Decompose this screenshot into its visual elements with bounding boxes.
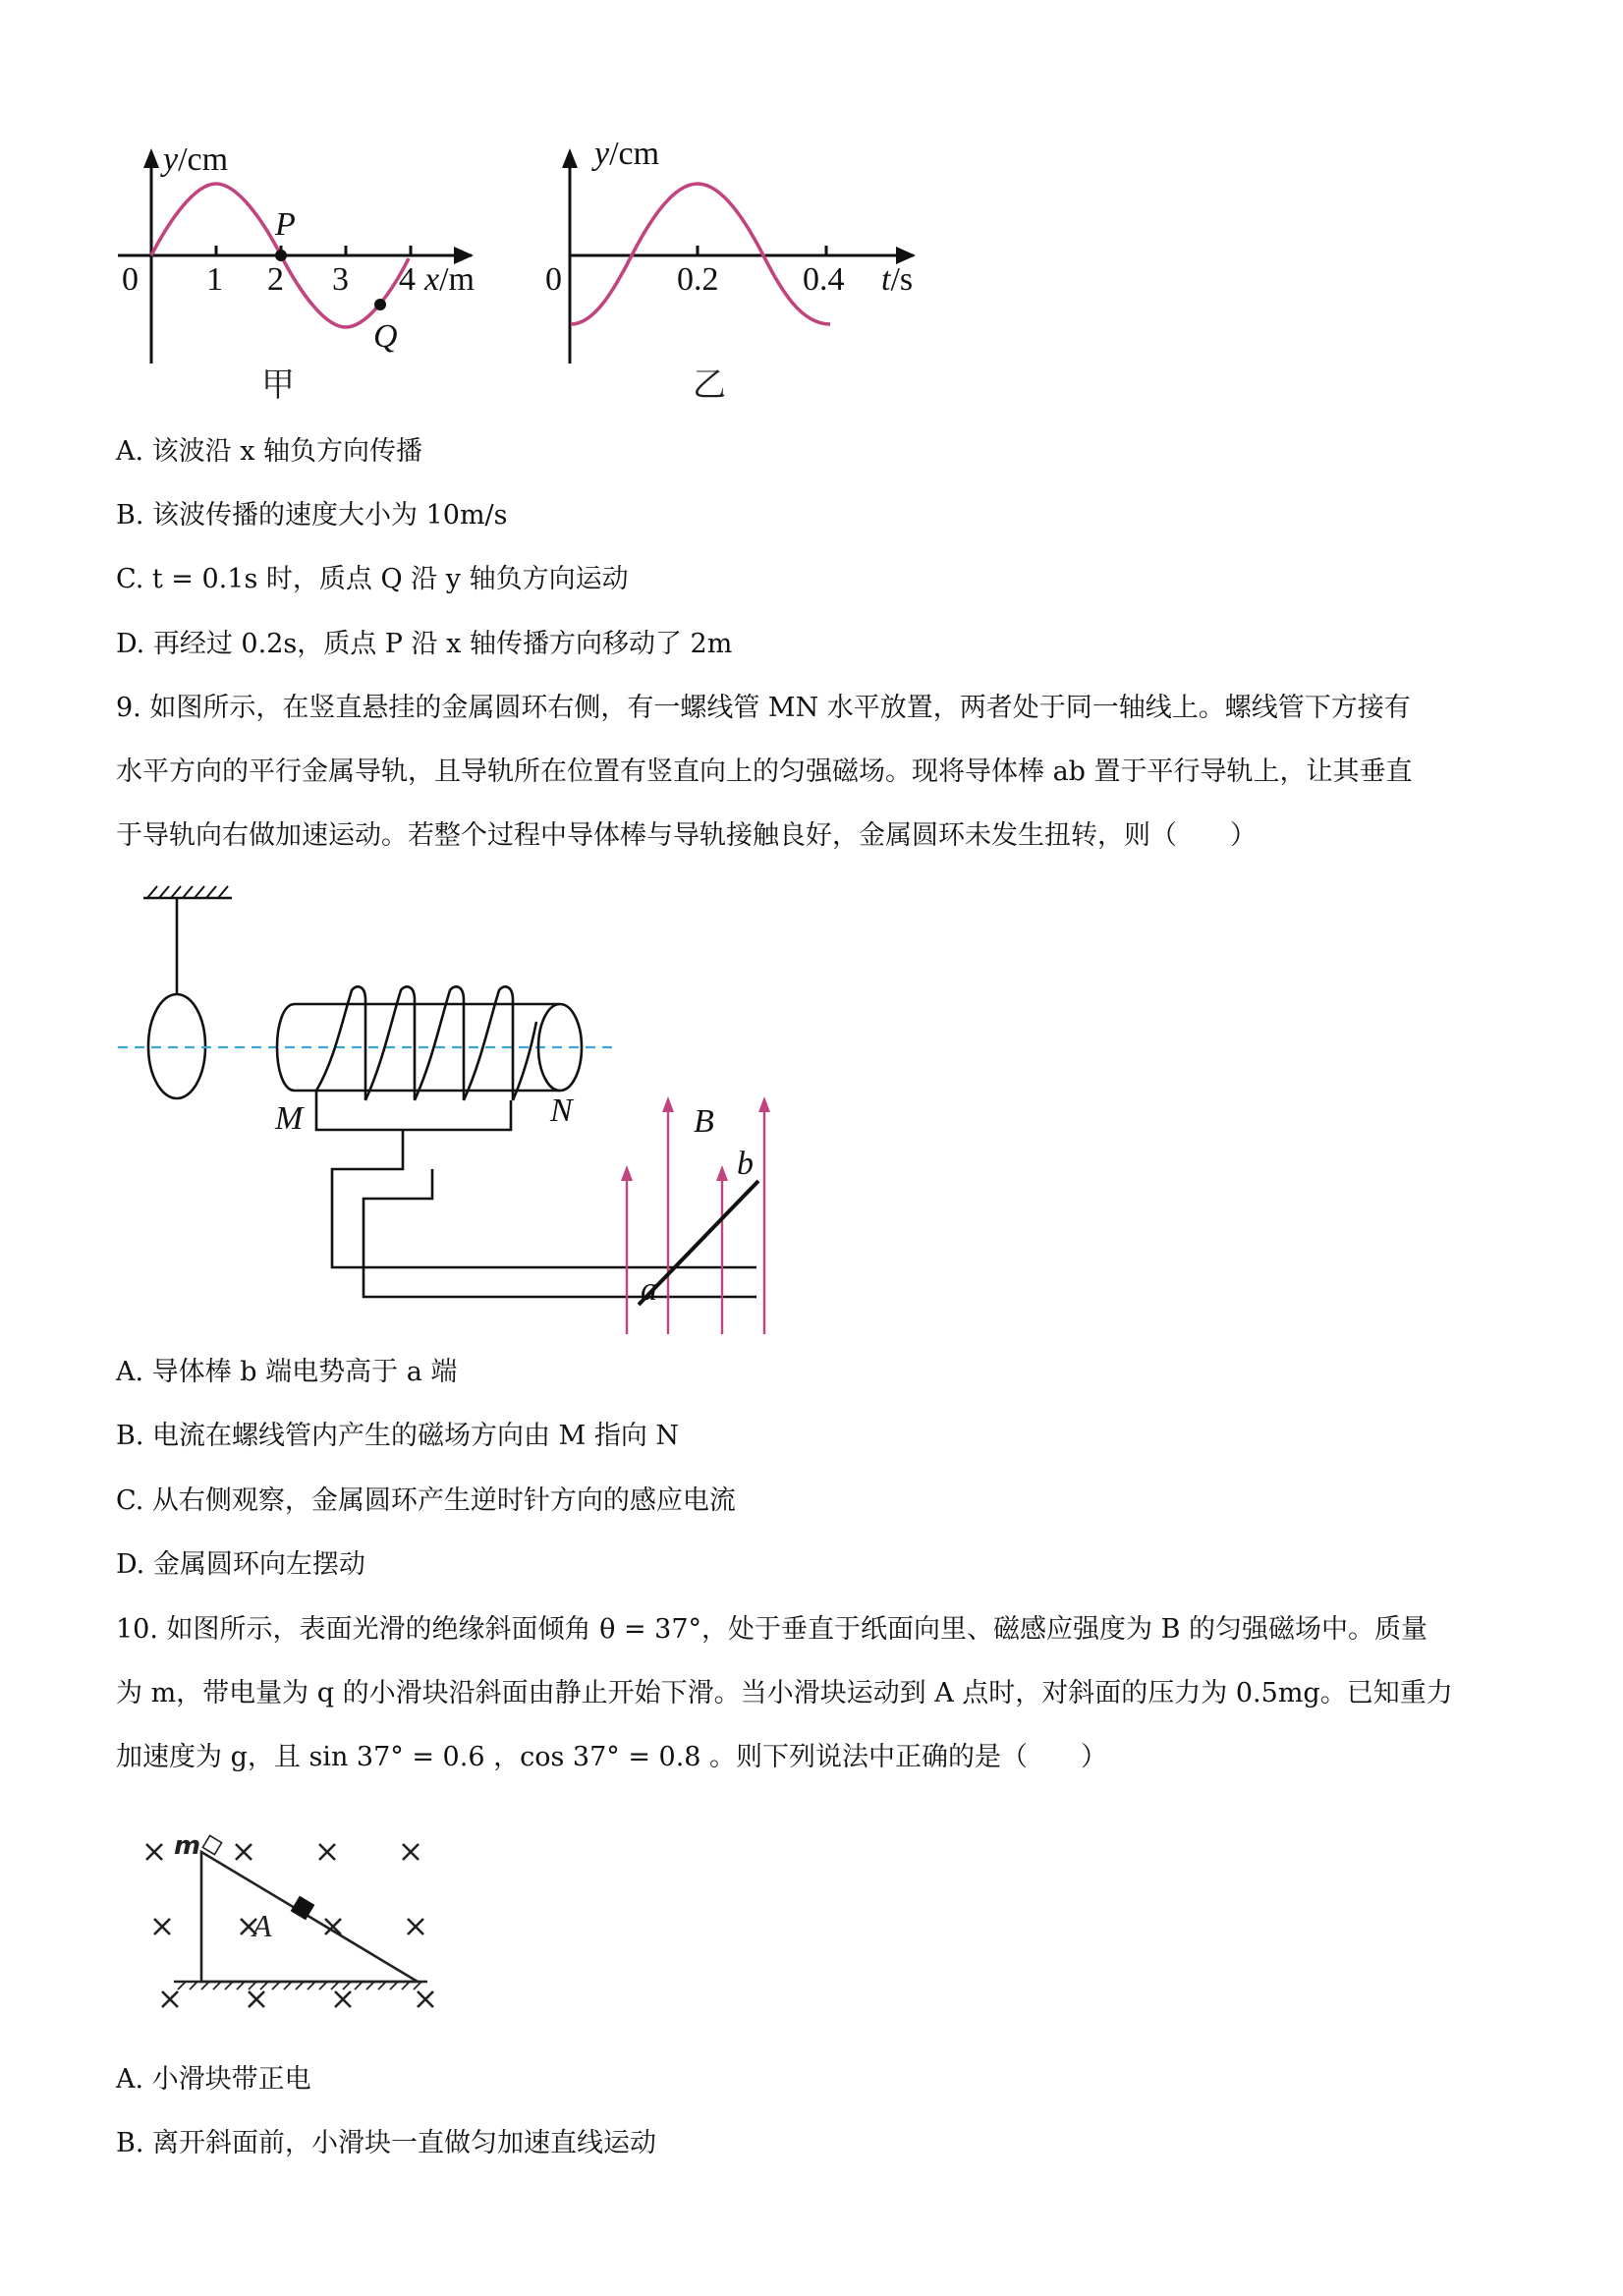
q9-stem-line-3: 于导轨向右做加速运动。若整个过程中导体棒与导轨接触良好，金属圆环未发生扭转，则（ ） bbox=[116, 820, 1257, 851]
origin-label: 0 bbox=[545, 261, 562, 298]
q10-stem-line-2: 为 m，带电量为 q 的小滑块沿斜面由静止开始下滑。当小滑块运动到 A 点时，对斜面的压力为 0.5mg。已知重力 bbox=[116, 1678, 1453, 1708]
q9-option-d: D. 金属圆环向左摆动 bbox=[116, 1549, 365, 1580]
label-end-a: a bbox=[641, 1271, 657, 1308]
origin-label: 0 bbox=[122, 261, 139, 298]
t-axis-label: t/s bbox=[881, 261, 914, 298]
b-field-arrowhead-4 bbox=[758, 1096, 770, 1112]
q10-option-b: B. 离开斜面前，小滑块一直做匀加速直线运动 bbox=[116, 2128, 657, 2158]
wave-graph-jia bbox=[108, 133, 501, 418]
y-axis-arrow bbox=[143, 148, 159, 168]
b-field-arrowhead-3 bbox=[716, 1165, 728, 1181]
label-end-b: b bbox=[737, 1146, 754, 1182]
q8-option-c: C. t = 0.1s 时，质点 Q 沿 y 轴负方向运动 bbox=[116, 564, 629, 594]
label-b-field: B bbox=[694, 1103, 714, 1140]
tick-label-2: 2 bbox=[267, 261, 284, 298]
tick-label-4: 4 bbox=[399, 261, 416, 298]
x-axis-label: x/m bbox=[424, 261, 475, 298]
q10-stem-line-3: 加速度为 g，且 sin 37° = 0.6 ，cos 37° = 0.8 。则下列说法中正确的是（ ） bbox=[116, 1742, 1108, 1772]
label-mass: m bbox=[174, 1831, 201, 1861]
point-q-dot bbox=[374, 299, 386, 310]
tick-label-04: 0.4 bbox=[803, 261, 845, 298]
q9-stem-line-2: 水平方向的平行金属导轨，且导轨所在位置有竖直向上的匀强磁场。现将导体棒 ab 置于平行导轨上，让其垂直 bbox=[116, 756, 1413, 787]
y-axis-label: y/cm bbox=[163, 141, 229, 178]
label-m: M bbox=[275, 1100, 304, 1137]
tick-label-3: 3 bbox=[332, 261, 349, 298]
label-n: N bbox=[550, 1092, 573, 1129]
label-point-a: A bbox=[252, 1908, 272, 1943]
q8-option-b: B. 该波传播的速度大小为 10m/s bbox=[116, 500, 508, 531]
graph-caption-yi: 乙 bbox=[693, 365, 726, 405]
b-field-arrowhead-2 bbox=[662, 1096, 674, 1112]
incline-triangle bbox=[201, 1852, 418, 1982]
y-axis-arrow bbox=[562, 148, 578, 168]
point-p-label: P bbox=[275, 206, 296, 243]
tick-label-1: 1 bbox=[206, 261, 223, 298]
incline-figure bbox=[133, 1803, 457, 2024]
point-q-label: Q bbox=[373, 318, 398, 355]
q9-option-c: C. 从右侧观察，金属圆环产生逆时针方向的感应电流 bbox=[116, 1485, 736, 1516]
q10-stem-line-1: 10. 如图所示，表面光滑的绝缘斜面倾角 θ = 37°，处于垂直于纸面向里、磁感应强度为 B 的匀强磁场中。质量 bbox=[116, 1614, 1428, 1645]
b-field-arrowhead-1 bbox=[621, 1165, 633, 1181]
ceiling-hatch bbox=[147, 886, 228, 898]
q10-option-a: A. 小滑块带正电 bbox=[116, 2064, 311, 2095]
rail-connector bbox=[332, 1130, 756, 1297]
vibration-graph-yi bbox=[535, 133, 948, 418]
q8-option-d: D. 再经过 0.2s，质点 P 沿 x 轴传播方向移动了 2m bbox=[116, 629, 733, 659]
point-p-dot bbox=[275, 250, 287, 261]
graph-caption-jia: 甲 bbox=[261, 365, 295, 405]
y-axis-label: y/cm bbox=[594, 136, 660, 172]
q9-stem-line-1: 9. 如图所示，在竖直悬挂的金属圆环右侧，有一螺线管 MN 水平放置，两者处于同一轴线上。螺线管下方接有 bbox=[116, 693, 1411, 723]
q8-option-a: A. 该波沿 x 轴负方向传播 bbox=[116, 436, 423, 467]
q9-option-a: A. 导体棒 b 端电势高于 a 端 bbox=[116, 1357, 458, 1387]
solenoid-figure bbox=[108, 874, 825, 1336]
q9-option-b: B. 电流在螺线管内产生的磁场方向由 M 指向 N bbox=[116, 1421, 680, 1451]
tick-label-02: 0.2 bbox=[677, 261, 719, 298]
start-block bbox=[202, 1835, 221, 1854]
